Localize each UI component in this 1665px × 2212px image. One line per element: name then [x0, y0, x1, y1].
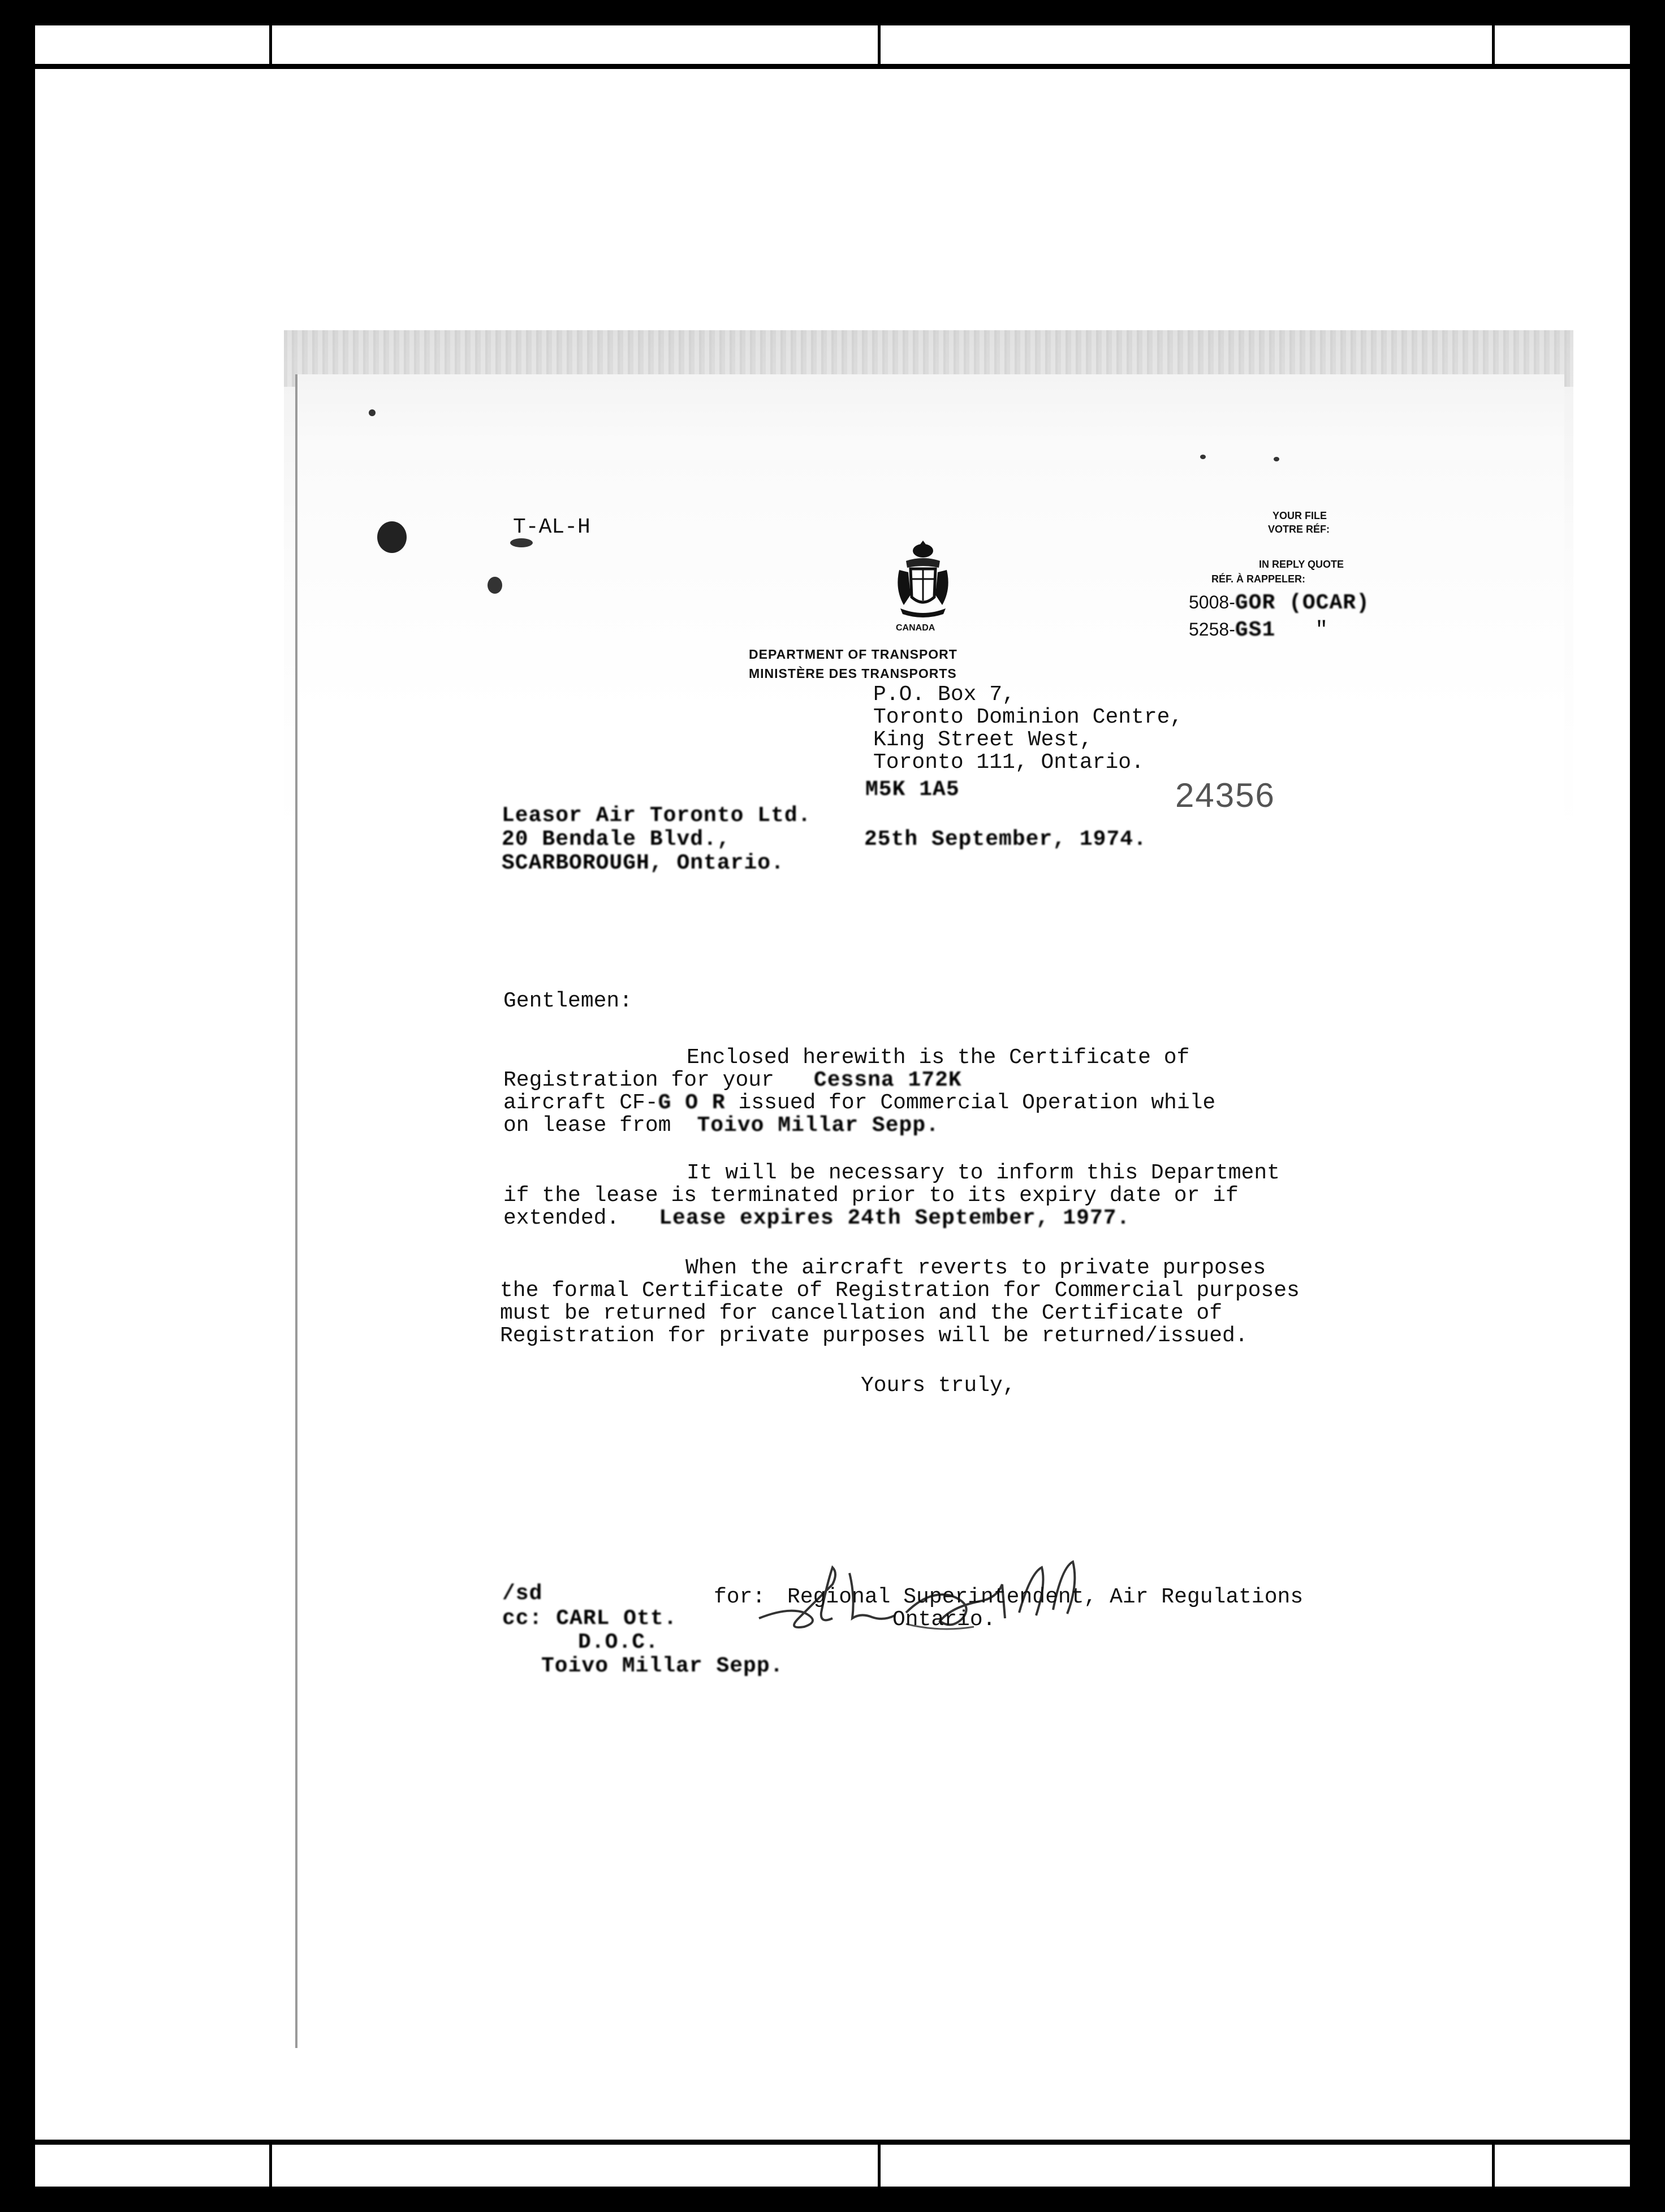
bottom-film-strip	[35, 2142, 1630, 2189]
redacted-letter-date: 25th September, 1974.	[864, 827, 1147, 852]
sender-address-line: Toronto Dominion Centre,	[873, 705, 1183, 729]
body-line	[503, 1069, 962, 1092]
your-file-label-fr: VOTRE RÉF:	[1268, 524, 1330, 535]
redacted-postal-code: M5K 1A5	[865, 777, 960, 802]
body-line: It will be necessary to inform this Department	[687, 1161, 1280, 1185]
country-label: CANADA	[896, 623, 935, 633]
redacted-recipient-line: 20 Bendale Blvd.,	[502, 827, 731, 852]
body-line: When the aircraft reverts to private purposes	[685, 1256, 1266, 1280]
body-line: if the lease is terminated prior to its expiry date or if	[503, 1183, 1239, 1208]
scan-page	[35, 69, 1630, 2140]
top-film-strip	[35, 23, 1630, 67]
ink-smudge	[510, 538, 533, 547]
signatory-title: Regional Superintendent, Air Regulations	[787, 1585, 1304, 1609]
sender-address-line: P.O. Box 7,	[873, 682, 1015, 707]
redacted-lessor-name: Toivo Millar Sepp.	[697, 1113, 939, 1138]
body-line: must be returned for cancellation and the Certificate of	[500, 1301, 1223, 1325]
ditto-mark: "	[1315, 618, 1328, 642]
canada-coat-of-arms-icon	[889, 538, 957, 623]
redacted-recipient-line: SCARBOROUGH, Ontario.	[502, 851, 784, 875]
body-text: aircraft CF-	[503, 1091, 658, 1115]
ink-smudge	[488, 577, 502, 594]
body-text: on lease from	[503, 1113, 671, 1138]
for-label: for:	[714, 1585, 766, 1609]
redacted-aircraft-registration: G O R	[658, 1091, 726, 1115]
sender-address-line: Toronto 111, Ontario.	[873, 750, 1144, 775]
body-text: Registration for your	[503, 1068, 774, 1092]
ink-speck	[1200, 455, 1206, 459]
ink-speck	[369, 409, 376, 416]
signatory-region: Ontario.	[892, 1608, 996, 1632]
reference-line-2	[1189, 619, 1328, 642]
redacted-aircraft-model: Cessna 172K	[813, 1068, 962, 1092]
department-name-en: DEPARTMENT OF TRANSPORT	[749, 647, 957, 662]
file-stamp-number: 24356	[1175, 776, 1275, 814]
reference-line-1	[1189, 591, 1370, 615]
reply-quote-label-en: IN REPLY QUOTE	[1259, 559, 1344, 570]
body-line: Registration for private purposes will be returned/issued.	[500, 1324, 1248, 1348]
body-text: issued for Commercial Operation while	[725, 1091, 1216, 1115]
body-line	[503, 1207, 1130, 1230]
closing: Yours truly,	[861, 1373, 1016, 1398]
punch-hole	[377, 521, 407, 553]
body-text: extended.	[503, 1206, 620, 1230]
carbon-copy-line: D.O.C.	[578, 1630, 659, 1654]
redacted-reference: GOR (OCAR)	[1235, 591, 1370, 615]
redacted-reference: GS1	[1235, 618, 1276, 642]
body-line: the formal Certificate of Registration for Commercial purposes	[500, 1278, 1300, 1303]
carbon-copy-line: cc: CARL Ott.	[502, 1606, 678, 1631]
body-line	[503, 1114, 939, 1138]
file-code: T-AL-H	[513, 515, 590, 539]
ink-speck	[1274, 457, 1279, 461]
body-line	[503, 1091, 1215, 1115]
your-file-label-en: YOUR FILE	[1273, 510, 1327, 521]
body-line: Enclosed herewith is the Certificate of	[687, 1045, 1190, 1070]
reference-number: 5008-	[1189, 592, 1235, 612]
salutation: Gentlemen:	[503, 989, 633, 1013]
typist-initials: /sd	[502, 1582, 543, 1606]
sender-address-line: King Street West,	[873, 728, 1093, 752]
redacted-recipient-line: Leasor Air Toronto Ltd.	[502, 803, 812, 828]
department-name-fr: MINISTÈRE DES TRANSPORTS	[749, 666, 957, 681]
carbon-copy-line: Toivo Millar Sepp.	[541, 1654, 784, 1678]
reference-number: 5258-	[1189, 619, 1235, 640]
redacted-lease-expiry: Lease expires 24th September, 1977.	[659, 1206, 1131, 1230]
reply-quote-label-fr: RÉF. À RAPPELER:	[1211, 573, 1306, 585]
